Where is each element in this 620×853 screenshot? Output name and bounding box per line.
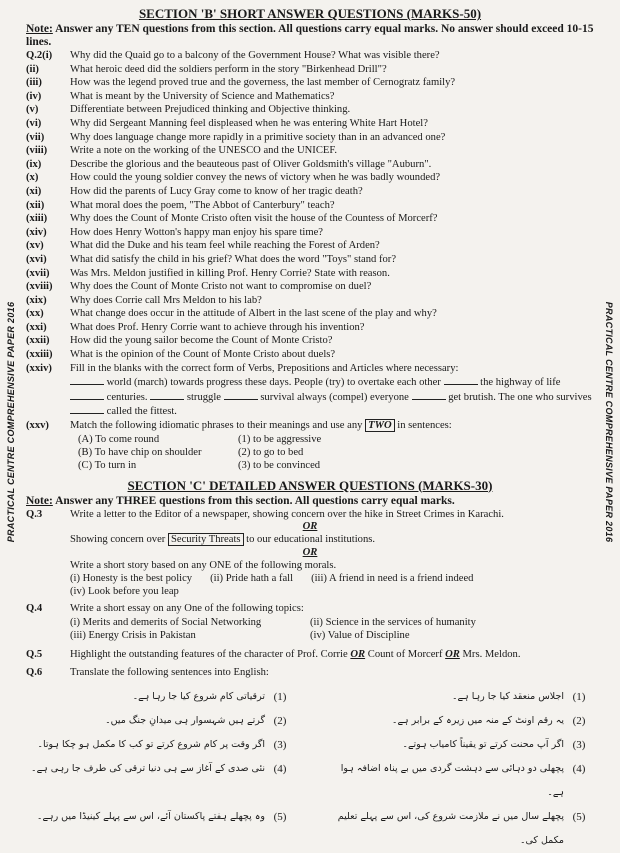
question-number: (xviii) [26, 281, 53, 293]
question-item [26, 307, 594, 321]
topic-item: (i) Merits and demerits of Social Networking [70, 617, 262, 628]
urdu-sentences [26, 685, 594, 853]
urdu-sentence [325, 733, 594, 757]
left-margin-banner [0, 0, 22, 843]
q5-pre: Highlight the outstanding features of the character of Prof. Corrie [70, 649, 348, 660]
question-text [70, 648, 594, 662]
urdu-sentence [325, 757, 594, 805]
fill-text: struggle [186, 391, 221, 403]
question-text: What moral does the poem, "The Abbot of Canterbury" teach? [70, 199, 335, 211]
blank [412, 390, 446, 400]
question-text: What change does occur in the attitude of Albert in the last scene of the play and why? [70, 308, 437, 320]
or-separator: OR [302, 546, 318, 558]
question-item [26, 280, 594, 294]
right-margin-banner [598, 0, 620, 843]
question-number: (xxi) [26, 321, 47, 333]
sentence-number: (2) [572, 715, 586, 728]
fill-in-the-blanks-paragraph [26, 375, 594, 419]
question-item [26, 185, 594, 199]
question-text: Why does the Count of Monte Cristo often visit the house of the Countess of Morcerf? [70, 213, 438, 225]
sentence-number: (3) [572, 739, 586, 752]
question-number: (xiv) [26, 226, 47, 238]
boxed-two: TWO [365, 419, 395, 432]
question-text: Write a note on the working of the UNESCO and the UNICEF. [70, 145, 338, 157]
or-word: OR [445, 649, 460, 660]
question-item [26, 226, 594, 240]
question-number: Q.4 [26, 603, 43, 615]
question-item [26, 199, 594, 213]
question-item [26, 362, 594, 376]
question-number: (v) [26, 104, 39, 116]
topic-item: (ii) Science in the services of humanity [310, 617, 476, 628]
section-b-questions [26, 49, 594, 375]
question-number: (xxv) [26, 420, 49, 432]
question-text: What does Prof. Henry Corrie want to achieve through his invention? [70, 321, 365, 333]
question-item [26, 76, 594, 90]
question-4 [26, 602, 594, 616]
question-item [26, 321, 594, 335]
blank [444, 375, 478, 385]
question-number: (iii) [26, 77, 42, 89]
blank [70, 390, 104, 400]
question-text: What did the Duke and his team feel while reaching the Forest of Arden? [70, 240, 380, 252]
question-number: (iv) [26, 90, 42, 102]
sentence-text: نئی صدی کے آغاز سے ہی دنیا ترقی کی طرف جا رہی ہے۔ [31, 763, 265, 775]
question-number: (xxii) [26, 335, 50, 347]
question-5 [26, 648, 594, 662]
question-number: (xiii) [26, 213, 48, 225]
blank [70, 404, 104, 414]
sentence-number: (4) [572, 763, 586, 776]
urdu-sentence [26, 709, 295, 733]
question-item [26, 63, 594, 77]
topic-item: (iii) Energy Crisis in Pakistan [70, 630, 196, 641]
question-text: How could the young soldier convey the news of victory when he was badly wounded? [70, 172, 441, 184]
alt-pre: Showing concern over [70, 534, 166, 546]
question-text: Write a short essay on any One of the following topics: [70, 603, 304, 615]
fill-text: the highway of life [480, 377, 561, 389]
or-separator: OR [302, 521, 318, 533]
moral-item: (i) Honesty is the best policy [70, 573, 193, 585]
question-3 [26, 508, 594, 522]
question-text: How does Henry Wotton's happy man enjoy his spare time? [70, 226, 324, 238]
question-item [26, 117, 594, 131]
morals-row-2 [26, 585, 594, 598]
question-number: (ii) [26, 63, 39, 75]
idiom-meaning: (2) to go to bed [238, 446, 304, 458]
sentence-number: (1) [273, 691, 287, 704]
sentence-number: (5) [273, 811, 287, 824]
question-text: How was the legend proved true and the governess, the last member of Cernogratz family? [70, 77, 456, 89]
question-number: (xv) [26, 240, 44, 252]
fill-text: survival always (compel) everyone [260, 391, 409, 403]
question-text: Was Mrs. Meldon justified in killing Prof. Henry Corrie? State with reason. [70, 267, 390, 279]
sentence-number: (4) [273, 763, 287, 776]
q5-post: Mrs. Meldon. [462, 649, 521, 660]
sentence-text: اگر وقت پر کام شروع کرتے تو کب کا مکمل ہو چکا ہوتا۔ [37, 739, 265, 751]
urdu-sentence [26, 805, 295, 853]
essay-topics [26, 616, 594, 642]
blank [224, 390, 258, 400]
question-text: Fill in the blanks with the correct form of Verbs, Prepositions and Articles where necessary: [70, 362, 459, 374]
sentence-text: پچھلے سال میں نے ملازمت شروع کی، اس سے پہلے تعلیم مکمل کی۔ [337, 811, 564, 847]
question-item [26, 158, 594, 172]
urdu-sentence [26, 685, 295, 709]
sentence-text: گرتے ہیں شہسوار ہی میدانِ جنگ میں۔ [105, 715, 265, 727]
question-number: (xxiii) [26, 349, 53, 361]
sentence-number: (2) [273, 715, 287, 728]
sentence-text: اجلاس منعقد کیا جا رہا ہے۔ [451, 691, 564, 703]
alt-post: to our educational institutions. [246, 534, 376, 546]
sentence-text: اگر آپ محنت کرتے تو یقیناً کامیاب ہوتے۔ [402, 739, 564, 751]
question-text: Describe the glorious and the beauteous past of Oliver Goldsmith's village "Auburn". [70, 158, 432, 170]
section-c-note [26, 495, 594, 508]
blank [150, 390, 184, 400]
left-margin-text: PRACTICAL CENTRE COMPREHENSIVE PAPER 2016 [6, 301, 16, 542]
question-item [26, 103, 594, 117]
question-text: What is the opinion of the Count of Monte Cristo about duels? [70, 349, 336, 361]
note-label: Note: [26, 494, 53, 507]
question-item [26, 49, 594, 63]
fill-text: centuries. [106, 391, 148, 403]
question-item [26, 294, 594, 308]
question-number: (xix) [26, 294, 47, 306]
section-b-note [26, 23, 594, 49]
question-text: Why does Corrie call Mrs Meldon to his lab? [70, 294, 262, 306]
question-number: (xvi) [26, 253, 47, 265]
question-number: (vi) [26, 117, 42, 129]
question-number: Q.5 [26, 649, 43, 660]
note-label: Note: [26, 23, 53, 35]
question-item [26, 90, 594, 104]
question-text: Why does the Count of Monte Cristo not want to compromise on duel? [70, 281, 372, 293]
moral-item: (iii) A friend in need is a friend indeed [311, 573, 474, 585]
urdu-sentence [26, 733, 295, 757]
fill-text: world (march) towards progress these days. People (try) to overtake each other [106, 377, 441, 389]
idiom-meaning: (3) to be convinced [238, 459, 321, 471]
idiom-meaning: (1) to be aggressive [238, 433, 322, 445]
question-text: Why did the Quaid go to a balcony of the Government House? What was visible there? [70, 50, 440, 61]
urdu-sentence [26, 757, 295, 805]
question-text: Translate the following sentences into English: [70, 666, 269, 678]
paper-body [26, 4, 594, 853]
question-number: (xii) [26, 199, 45, 211]
idiom-phrase: (A) To come round [78, 433, 160, 445]
fill-text: called the fittest. [106, 406, 177, 418]
q5-mid: Count of Morcerf [367, 649, 443, 660]
note-text: Answer any TEN questions from this section. All questions carry equal marks. No answer should exceed 10-15 lines. [26, 23, 594, 48]
right-margin-text: PRACTICAL CENTRE COMPREHENSIVE PAPER 2016 [604, 301, 614, 542]
q3-alternative [26, 533, 594, 547]
question-number: (vii) [26, 131, 45, 143]
idioms-table [26, 433, 594, 472]
idiom-phrase: (B) To have chip on shoulder [78, 446, 202, 458]
urdu-sentence [325, 805, 594, 853]
question-number: Q.2(i) [26, 50, 53, 61]
question-item [26, 171, 594, 185]
idiom-phrase: (C) To turn in [78, 459, 137, 471]
boxed-security-threats: Security Threats [168, 533, 244, 546]
question-text: Differentiate between Prejudiced thinking and Objective thinking. [70, 104, 351, 116]
question-number: (ix) [26, 158, 42, 170]
sentence-number: (5) [572, 811, 586, 824]
question-text: How did the young sailor become the Count of Monte Cristo? [70, 335, 333, 347]
question-6 [26, 666, 594, 680]
question-item [26, 348, 594, 362]
question-number: (xi) [26, 185, 42, 197]
question-number: (xx) [26, 308, 44, 320]
question-text: Why does language change more rapidly in a primitive society than in an advanced one? [70, 131, 446, 143]
urdu-sentence [325, 709, 594, 733]
question-number: Q.6 [26, 666, 43, 678]
question-text: Write a letter to the Editor of a newspaper, showing concern over the hike in Street Crimes in Karachi. [70, 508, 504, 520]
sentence-number: (3) [273, 739, 287, 752]
blank [70, 375, 104, 385]
topic-item: (iv) Value of Discipline [310, 630, 410, 641]
q25-text-end: in sentences: [397, 420, 452, 432]
question-item [26, 253, 594, 267]
or-word: OR [350, 649, 366, 660]
moral-item: (ii) Pride hath a fall [210, 573, 294, 585]
section-c-title: SECTION 'C' DETAILED ANSWER QUESTIONS (MARKS-30) [127, 477, 493, 493]
question-item [26, 334, 594, 348]
question-item [26, 131, 594, 145]
question-text: What did satisfy the child in his grief? What does the word "Toys" stand for? [70, 253, 397, 265]
question-number: (viii) [26, 145, 48, 157]
sentence-text: ترقیاتی کام شروع کیا جا رہا ہے۔ [132, 691, 265, 703]
q25-text: Match the following idiomatic phrases to their meanings and use any [70, 420, 363, 432]
morals-row-1 [26, 572, 594, 585]
question-text: How did the parents of Lucy Gray come to know of her tragic death? [70, 185, 363, 197]
question-item [26, 212, 594, 226]
question-xxv [26, 419, 594, 433]
question-text: What is meant by the University of Science and Mathematics? [70, 90, 335, 102]
urdu-sentence [325, 685, 594, 709]
question-number: (xvii) [26, 267, 50, 279]
question-text [70, 419, 594, 433]
question-item [26, 144, 594, 158]
sentence-text: وہ پچھلے ہفتے پاکستان آئے، اس سے پہلے کینیڈا میں رہے۔ [36, 811, 265, 823]
section-b-title: SECTION 'B' SHORT ANSWER QUESTIONS (MARKS-50) [138, 6, 482, 21]
question-number: (x) [26, 172, 39, 184]
sentence-number: (1) [572, 691, 586, 704]
note-text: Answer any THREE questions from this section. All questions carry equal marks. [55, 494, 455, 507]
q3-story: Write a short story based on any ONE of the following morals. [70, 559, 337, 571]
question-item [26, 267, 594, 281]
question-text: Why did Sergeant Manning feel displeased when he was entering White Hart Hotel? [70, 117, 428, 129]
moral-item: (iv) Look before you leap [70, 586, 179, 598]
sentence-text: پچھلی دو دہائی سے دہشت گردی میں بے پناہ اضافہ ہوا ہے۔ [340, 763, 564, 799]
question-item [26, 239, 594, 253]
question-number: Q.3 [26, 508, 43, 520]
question-text: What heroic deed did the soldiers perform in the story "Birkenhead Drill"? [70, 63, 387, 75]
fill-text: get brutish. The one who survives [448, 391, 592, 403]
sentence-text: یہ رقم اونٹ کے منہ میں زیرہ کے برابر ہے۔ [391, 715, 564, 727]
question-number: (xxiv) [26, 362, 52, 374]
